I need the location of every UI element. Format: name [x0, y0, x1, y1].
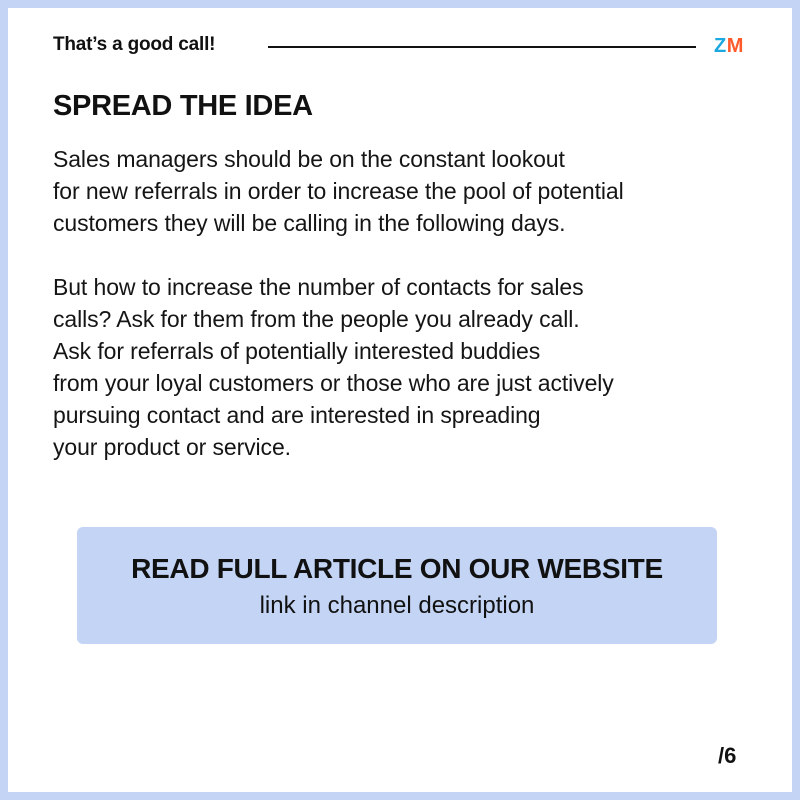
cta-subtitle: link in channel description: [259, 592, 535, 619]
paragraph-2-line: your product or service.: [53, 434, 291, 460]
paragraph-2-line: calls? Ask for them from the people you already call.: [53, 306, 580, 332]
header-title: That’s a good call!: [53, 34, 216, 55]
paragraph-2-line: from your loyal customers or those who are just actively: [53, 370, 614, 396]
paragraph-2-line: But how to increase the number of contacts for sales: [53, 274, 584, 300]
paragraph-2-line: Ask for referrals of potentially interested buddies: [53, 338, 541, 364]
paragraph-2-line: pursuing contact and are interested in spreading: [53, 402, 541, 428]
logo-letter-m: M: [726, 35, 744, 57]
logo-letter-z: Z: [714, 35, 727, 57]
paragraph-1-line: Sales managers should be on the constant lookout: [53, 146, 565, 172]
read-article-banner[interactable]: [77, 527, 717, 644]
paragraph-1: [53, 143, 624, 239]
page-number: /6: [718, 743, 737, 768]
zm-logo: [714, 35, 744, 58]
section-title: SPREAD THE IDEA: [53, 90, 313, 122]
header-divider: [268, 46, 696, 48]
paragraph-1-line: for new referrals in order to increase the pool of potential: [53, 178, 624, 204]
cta-title: READ FULL ARTICLE ON OUR WEBSITE: [131, 553, 663, 584]
slide-card: [8, 8, 792, 792]
paragraph-2: [53, 271, 614, 463]
header: [53, 32, 753, 62]
paragraph-1-line: customers they will be calling in the following days.: [53, 210, 566, 236]
